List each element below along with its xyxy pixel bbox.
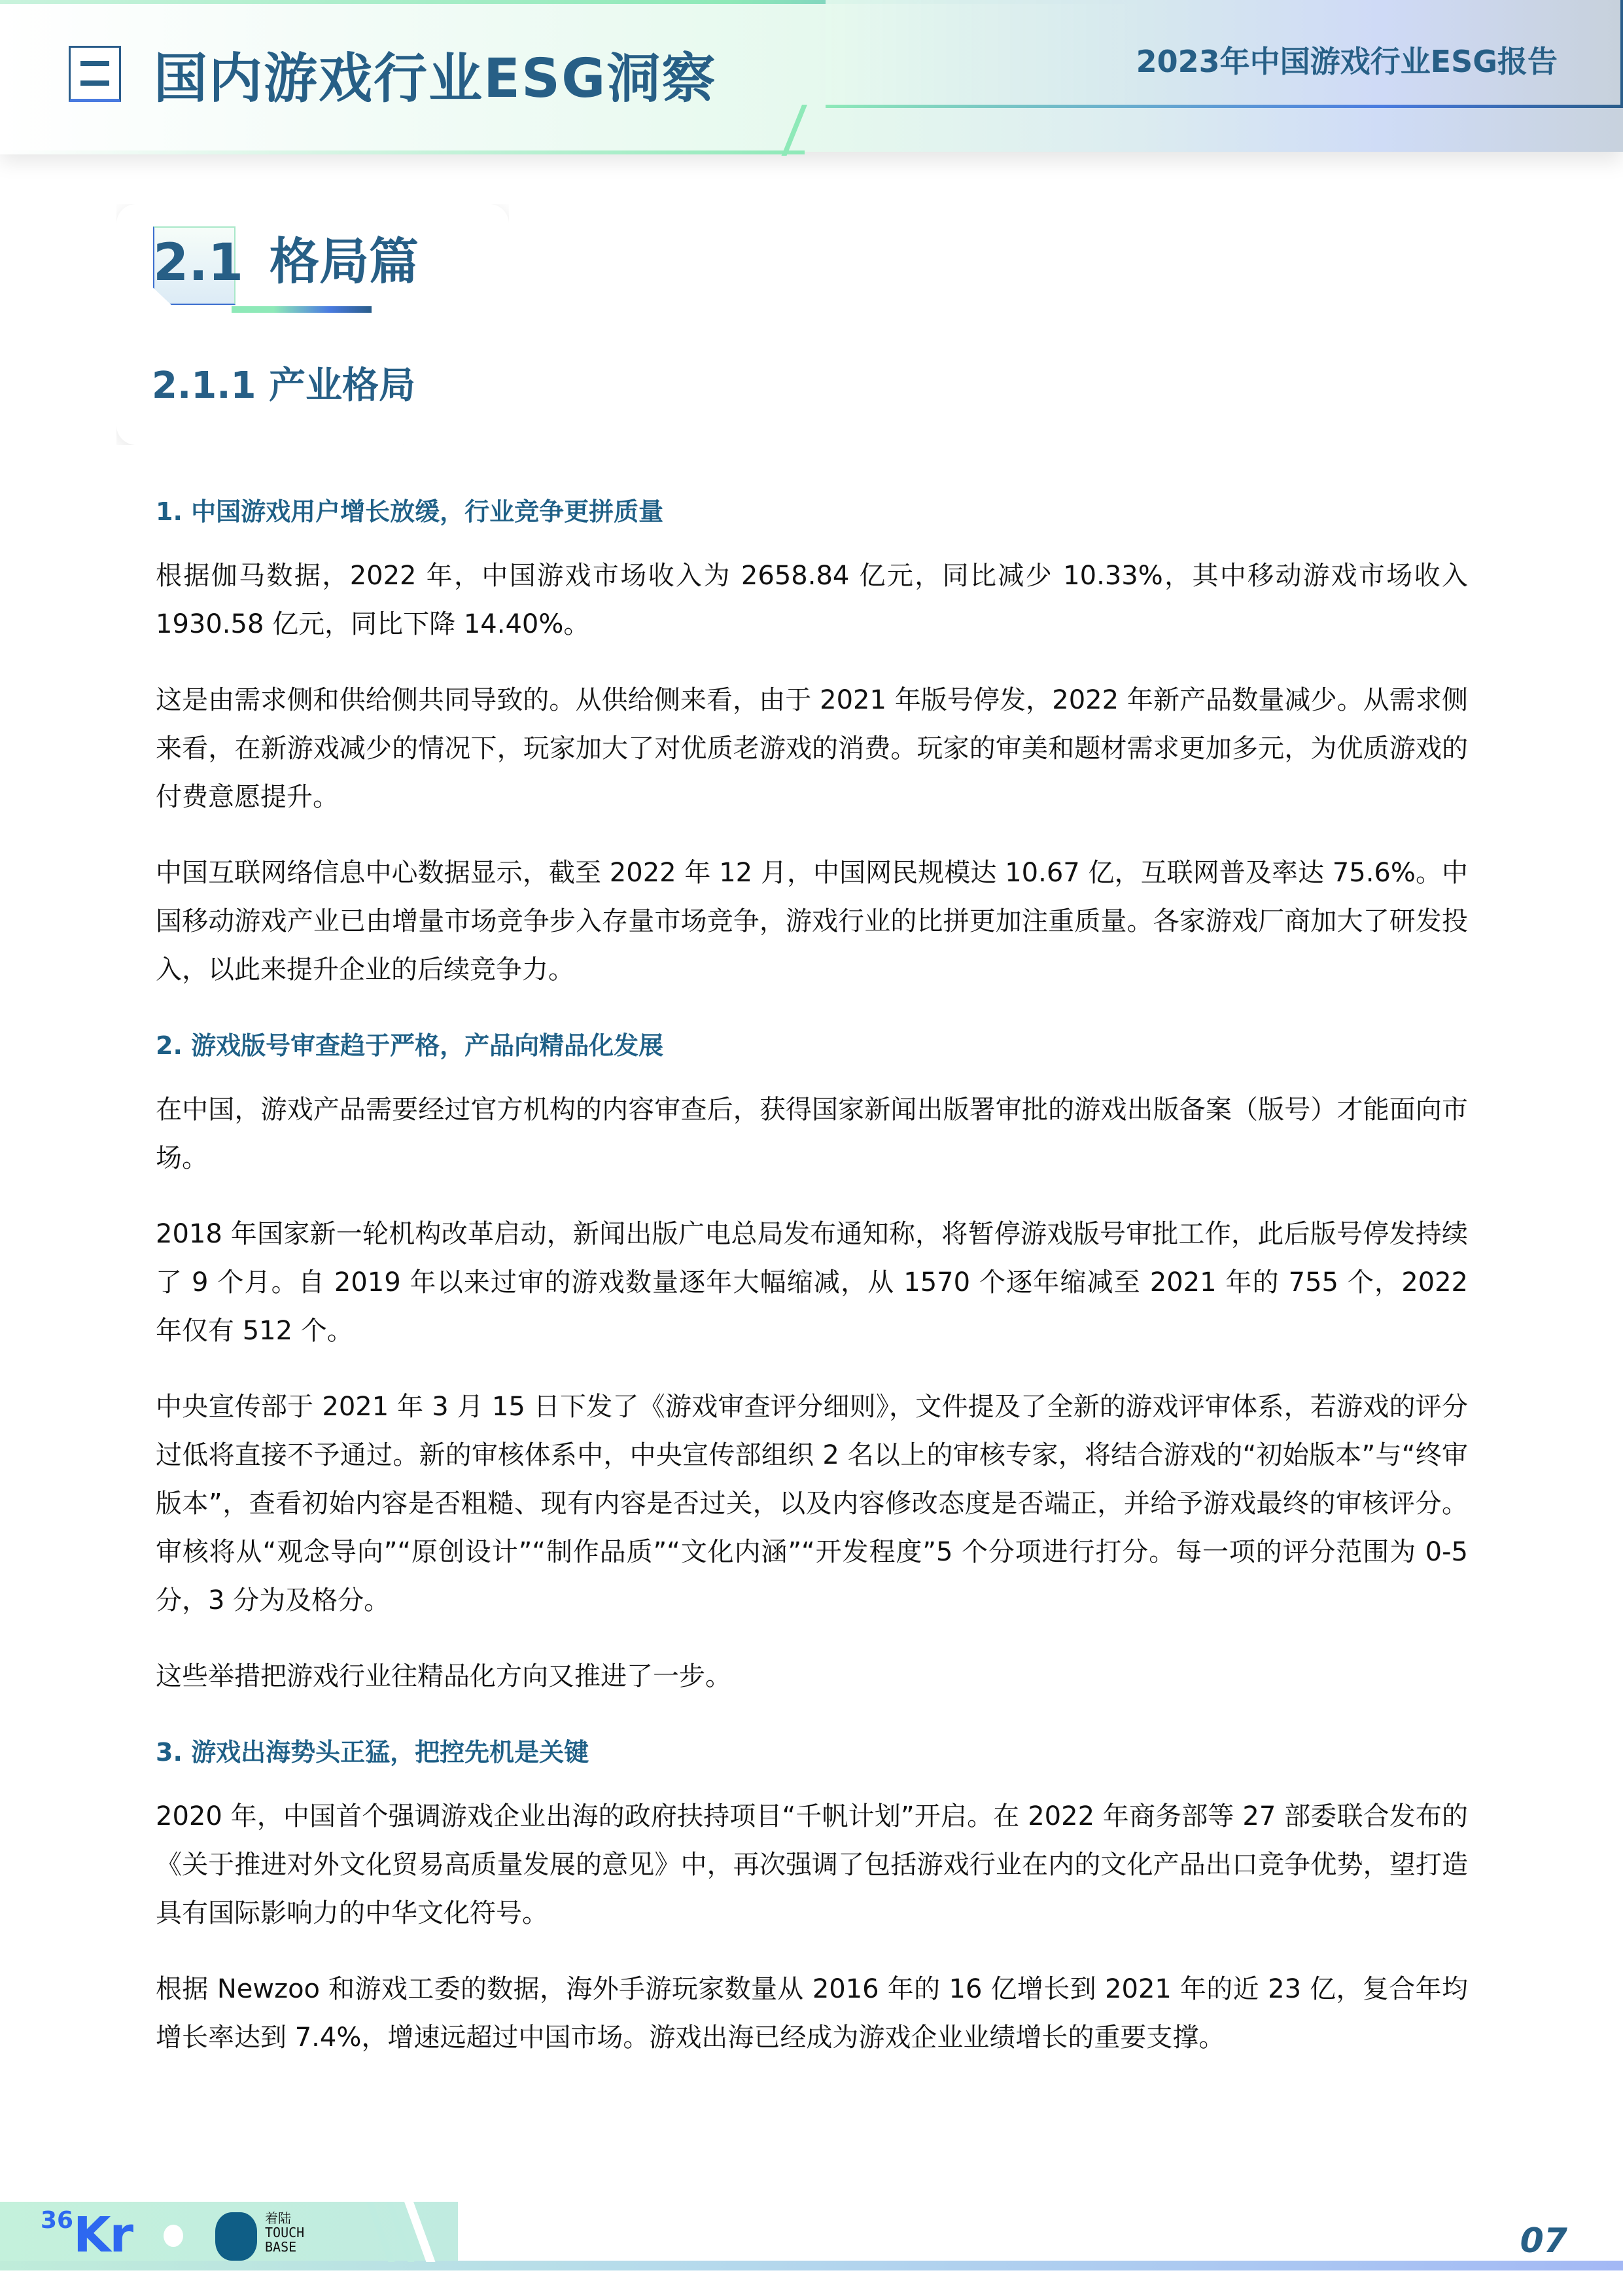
logo-touchbase: 着陆 TOUCH BASE xyxy=(265,2210,305,2255)
article-body xyxy=(156,487,1468,2089)
page-header xyxy=(0,0,1623,157)
paragraph: 这是由需求侧和供给侧共同导致的。从供给侧来看，由于 2021 年版号停发，2022 年新产品数量减少。从需求侧来看，在新游戏减少的情况下，玩家加大了对优质老游戏的消费。玩家的审美和题材需求更加多元，为优质游戏的付费意愿提升。 xyxy=(156,685,1468,812)
paragraph: 中央宣传部于 2021 年 3 月 15 日下发了《游戏审查评分细则》，文件提及了全新的游戏评审体系，若游戏的评分过低将直接不予通过。新的审核体系中，中央宣传部组织 2 名以上的审核专家，将结合游戏的“初始版本”与“终审版本”，查看初始内容是否粗糙、现有内容是否过关，以及内容修改态度是否端正，并给予游戏最终的审核评分。审核将从“观念导向”“原创设计”“制作品质”“文化内涵”“开发程度”5 个分项进行打分。每一项的评分范围为 0-5 分，3 分为及格分。 xyxy=(156,1392,1468,1616)
section-title-underline xyxy=(232,306,372,313)
topic-heading: 1. 中国游戏用户增长放缓，行业竞争更拼质量 xyxy=(156,497,664,526)
touchbase-logo-icon xyxy=(215,2212,257,2261)
page-footer xyxy=(0,2202,1623,2270)
paragraph: 2018 年国家新一轮机构改革启动，新闻出版广电总局发布通知称，将暂停游戏版号审批工作，此后版号停发持续了 9 个月。自 2019 年以来过审的游戏数量逐年大幅缩减，从 1570 个逐年缩减至 2021 年的 755 个，2022 年仅有 512 个。 xyxy=(156,1219,1468,1346)
header-bottom-line xyxy=(0,150,805,154)
logo-36kr: 36Kr xyxy=(41,2207,132,2263)
topic-1 xyxy=(156,487,1468,994)
paragraph: 根据伽马数据，2022 年，中国游戏市场收入为 2658.84 亿元，同比减少 10.33%，其中移动游戏市场收入 1930.58 亿元，同比下降 14.40%。 xyxy=(156,561,1468,639)
chapter-number-icon xyxy=(69,46,121,102)
footer-gradient-strip xyxy=(0,2261,1623,2270)
section-number: 2.1 xyxy=(153,234,244,292)
paragraph: 根据 Newzoo 和游戏工委的数据，海外手游玩家数量从 2016 年的 16 亿增长到 2021 年的近 23 亿，复合年均增长率达到 7.4%，增速远超过中国市场。游戏出海已经成为游戏企业业绩增长的重要支撑。 xyxy=(156,1974,1468,2053)
page-number: 07 xyxy=(1520,2221,1567,2261)
section-title: 格局篇 xyxy=(270,232,419,291)
topic-3 xyxy=(156,1728,1468,2062)
report-title: 2023年中国游戏行业ESG报告 xyxy=(1136,44,1558,79)
topic-2 xyxy=(156,1021,1468,1701)
topic-heading: 3. 游戏出海势头正猛，把控先机是关键 xyxy=(156,1738,589,1767)
subsection-title: 2.1.1 产业格局 xyxy=(152,364,415,407)
paragraph: 这些举措把游戏行业往精品化方向又推进了一步。 xyxy=(156,1661,731,1691)
logo-separator-dot xyxy=(164,2225,183,2247)
paragraph: 中国互联网络信息中心数据显示，截至 2022 年 12 月，中国网民规模达 10.67 亿，互联网普及率达 75.6%。中国移动游戏产业已由增量市场竞争步入存量市场竞争，游戏行业的比拼更加注重质量。各家游戏厂商加大了研发投入，以此来提升企业的后续竞争力。 xyxy=(156,858,1468,985)
paragraph: 2020 年，中国首个强调游戏企业出海的政府扶持项目“千帆计划”开启。在 2022 年商务部等 27 部委联合发布的《关于推进对外文化贸易高质量发展的意见》中，再次强调了包括游戏行业在内的文化产品出口竞争优势，望打造具有国际影响力的中华文化符号。 xyxy=(156,1801,1468,1928)
paragraph: 在中国，游戏产品需要经过官方机构的内容审查后，获得国家新闻出版署审批的游戏出版备案（版号）才能面向市场。 xyxy=(156,1095,1468,1173)
topic-heading: 2. 游戏版号审查趋于严格，产品向精品化发展 xyxy=(156,1031,664,1060)
chapter-title: 国内游戏行业ESG洞察 xyxy=(154,48,717,110)
